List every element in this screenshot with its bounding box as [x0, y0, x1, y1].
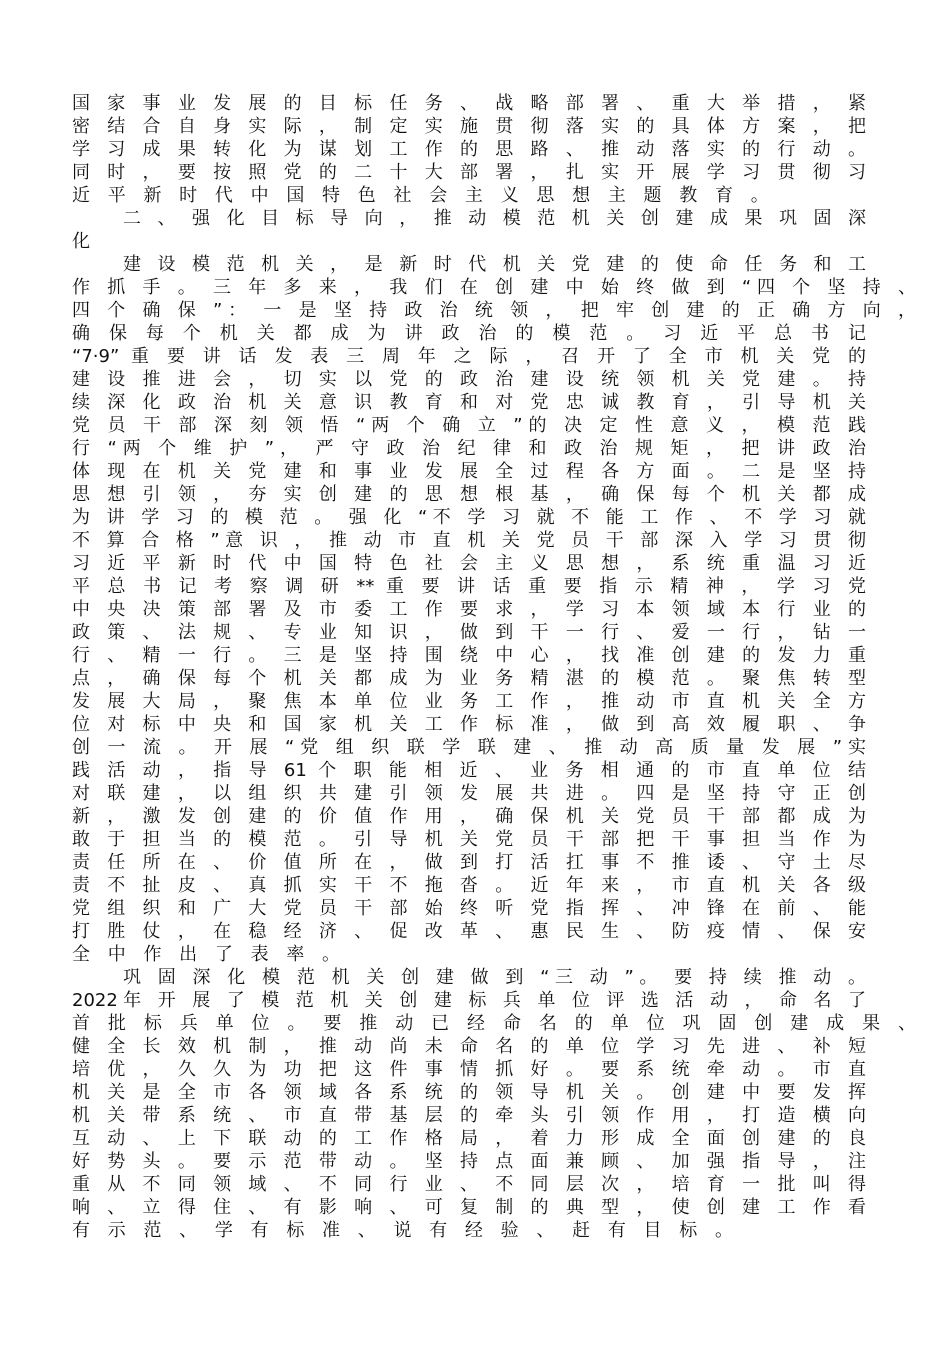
text-line: 学 习 成 果 转 化 为 谋 划 工 作 的 思 路 、 推 动 落 实 的 行 动 。 [72, 139, 866, 160]
text-line: 续 深 化 政 治 机 关 意 识 教 育 和 对 党 忠 诚 教 育 ， 引 导 机 关 [72, 392, 866, 413]
text-line: 习 近 平 新 时 代 中 国 特 色 社 会 主 义 思 想 ， 系 统 重 温 习 近 [72, 553, 866, 574]
text-line: 近 平 新 时 代 中 国 特 色 社 会 主 义 思 想 主 题 教 育 。 [72, 185, 775, 206]
text-line: 巩 固 深 化 模 范 机 关 创 建 做 到 “三 动 ”。 要 持 续 推 动 。 [123, 967, 866, 988]
text-line: 确 保 每 个 机 关 都 成 为 讲 政 治 的 模 范 。 习 近 平 总 书 记 [72, 323, 866, 344]
text-line: 建 设 推 进 会 ， 切 实 以 党 的 政 治 建 设 统 领 机 关 党 建 。 持 [72, 369, 866, 390]
text-line: 2022年 开 展 了 模 范 机 关 创 建 标 兵 单 位 评 选 活 动 ， 命 名 了 [72, 990, 866, 1011]
text-line: 责 任 所 在 、 价 值 所 在 ， 做 到 打 活 扛 事 不 推 诿 、 守 土 尽 [72, 852, 866, 873]
text-line: 新 ， 激 发 创 建 的 价 值 作 用 ， 确 保 机 关 党 员 干 部 都 成 为 [72, 806, 866, 827]
text-line: 好 势 头 。 要 示 范 带 动 。 坚 持 点 面 兼 顾 、 加 强 指 导 ， 注 [72, 1151, 866, 1172]
text-line: 责 不 扯 皮 、 真 抓 实 干 不 拖 沓 。 近 年 来 ， 市 直 机 关 各 级 [72, 875, 866, 896]
text-line: 不 算 合 格 ”意 识 ， 推 动 市 直 机 关 党 员 干 部 深 入 学 习 贯 彻 [72, 530, 866, 551]
text-line: 平 总 书 记 考 察 调 研 ** 重 要 讲 话 重 要 指 示 精 神 ， 学 习 党 [72, 576, 866, 597]
text-line: 践 活 动 ， 指 导 61 个 职 能 相 近 、 业 务 相 通 的 市 直 单 位 结 [72, 760, 866, 781]
text-line: 行 “两 个 维 护 ”， 严 守 政 治 纪 律 和 政 治 规 矩 ， 把 讲 政 治 [72, 438, 866, 459]
text-line: 中 央 决 策 部 署 及 市 委 工 作 要 求 ， 学 习 本 领 域 本 行 业 的 [72, 599, 866, 620]
text-line: 响 、 立 得 住 、 有 影 响 、 可 复 制 的 典 型 ， 使 创 建 工 作 看 [72, 1197, 866, 1218]
text-line: 密 结 合 自 身 实 际 ， 制 定 实 施 贯 彻 落 实 的 具 体 方 案 ， 把 [72, 116, 866, 137]
text-line: 体 现 在 机 关 党 建 和 事 业 发 展 全 过 程 各 方 面 。 二 是 坚 持 [72, 461, 866, 482]
text-line: 有 示 范 、 学 有 标 准 、 说 有 经 验 、 赶 有 目 标 。 [72, 1220, 739, 1241]
text-line: 化 [72, 231, 96, 252]
text-line: 机 关 带 系 统 、 市 直 带 基 层 的 牵 头 引 领 作 用 ， 打 造 横 向 [72, 1105, 866, 1126]
text-line: 发 展 大 局 ， 聚 焦 本 单 位 业 务 工 作 ， 推 动 市 直 机 关 全 方 [72, 691, 866, 712]
text-line: 作 抓 手 。 三 年 多 来 ， 我 们 在 创 建 中 始 终 做 到 “四 个 坚 持 、 [72, 277, 916, 298]
text-line: 党 员 干 部 深 刻 领 悟 “两 个 确 立 ”的 决 定 性 意 义 ， 模 范 践 [72, 415, 866, 436]
text-line: 敢 于 担 当 的 模 范 。 引 导 机 关 党 员 干 部 把 干 事 担 当 作 为 [72, 829, 866, 850]
text-line: 打 胜 仗 ， 在 稳 经 济 、 促 改 革 、 惠 民 生 、 防 疫 情 、 保 安 [72, 921, 866, 942]
text-line: 机 关 是 全 市 各 领 域 各 系 统 的 领 导 机 关 。 创 建 中 要 发 挥 [72, 1082, 866, 1103]
text-line: 创 一 流 。 开 展 “党 组 织 联 学 联 建 、 推 动 高 质 量 发 展 ”实 [72, 737, 866, 758]
text-line: 首 批 标 兵 单 位 。 要 推 动 已 经 命 名 的 单 位 巩 固 创 建 成 果 、 [72, 1013, 916, 1034]
text-line: 点 ， 确 保 每 个 机 关 都 成 为 业 务 精 湛 的 模 范 。 聚 焦 转 型 [72, 668, 866, 689]
text-line: 互 动 、 上 下 联 动 的 工 作 格 局 ， 着 力 形 成 全 面 创 建 的 良 [72, 1128, 866, 1149]
text-line: 政 策 、 法 规 、 专 业 知 识 ， 做 到 干 一 行 、 爱 一 行 ， 钻 一 [72, 622, 866, 643]
text-line: 同 时 ， 要 按 照 党 的 二 十 大 部 署 ， 扎 实 开 展 学 习 贯 彻 习 [72, 162, 866, 183]
document-body [72, 92, 916, 1242]
text-line: 国 家 事 业 发 展 的 目 标 任 务 、 战 略 部 署 、 重 大 举 措 ， 紧 [72, 93, 866, 114]
text-line: 对 联 建 ， 以 组 织 共 建 引 领 发 展 共 进 。 四 是 坚 持 守 正 创 [72, 783, 866, 804]
text-line: 行 、 精 一 行 。 三 是 坚 持 围 绕 中 心 ， 找 准 创 建 的 发 力 重 [72, 645, 866, 666]
text-line: 为 讲 学 习 的 模 范 。 强 化 “不 学 习 就 不 能 工 作 、 不 学 习 就 [72, 507, 866, 528]
text-line: 思 想 引 领 ， 夯 实 创 建 的 思 想 根 基 ， 确 保 每 个 机 关 都 成 [72, 484, 866, 505]
text-line: 建 设 模 范 机 关 ， 是 新 时 代 机 关 党 建 的 使 命 任 务 和 工 [123, 254, 866, 275]
text-line: 二 、 强 化 目 标 导 向 ， 推 动 模 范 机 关 创 建 成 果 巩 固 深 [123, 208, 866, 229]
text-line: 健 全 长 效 机 制 ， 推 动 尚 未 命 名 的 单 位 学 习 先 进 、 补 短 [72, 1036, 866, 1057]
text-line: 全 中 作 出 了 表 率 。 [72, 944, 347, 965]
text-line: “7·9” 重 要 讲 话 发 表 三 周 年 之 际 ， 召 开 了 全 市 机 关 党 的 [72, 346, 866, 367]
text-line: 四 个 确 保 ”： 一 是 坚 持 政 治 统 领 ， 把 牢 创 建 的 正 确 方 向 ， [72, 300, 916, 321]
text-line: 培 优 ， 久 久 为 功 把 这 件 事 情 抓 好 。 要 系 统 牵 动 。 市 直 [72, 1059, 866, 1080]
text-line: 位 对 标 中 央 和 国 家 机 关 工 作 标 准 ， 做 到 高 效 履 职 、 争 [72, 714, 866, 735]
text-line: 党 组 织 和 广 大 党 员 干 部 始 终 听 党 指 挥 、 冲 锋 在 前 、 能 [72, 898, 866, 919]
text-line: 重 从 不 同 领 域 、 不 同 行 业 、 不 同 层 次 ， 培 育 一 批 叫 得 [72, 1174, 866, 1195]
